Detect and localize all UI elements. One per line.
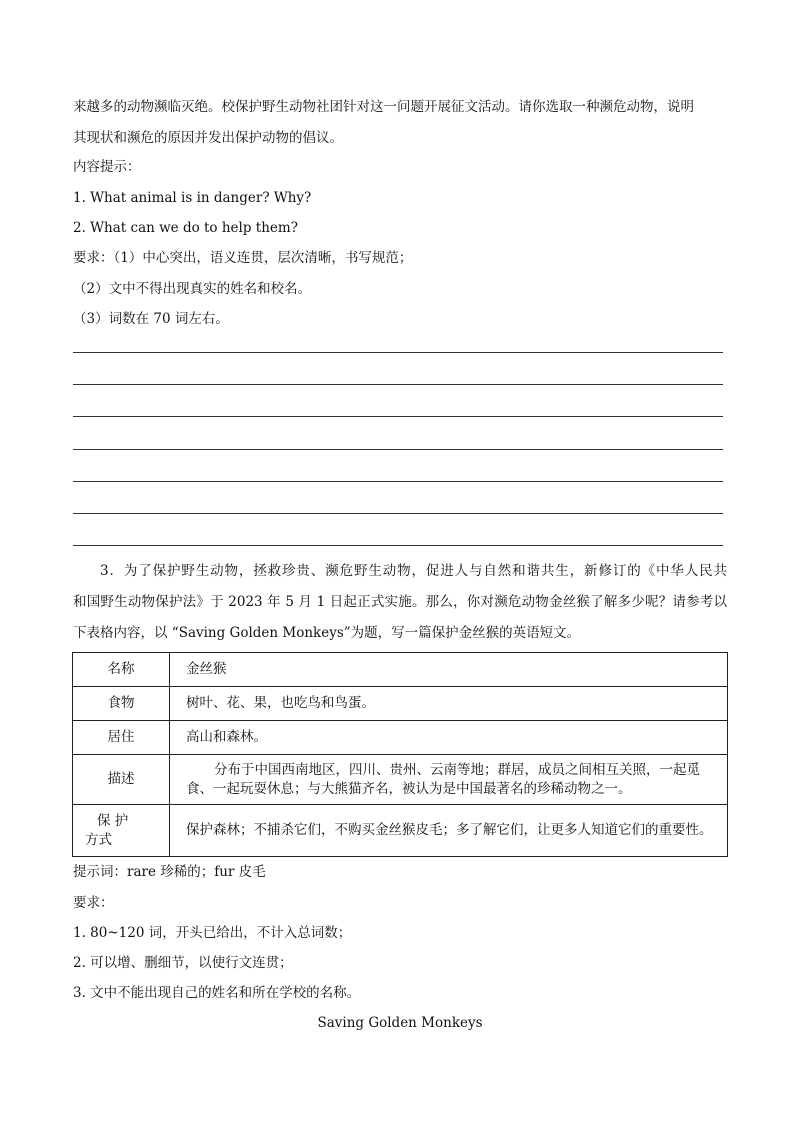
intro-line-2: 其现状和濒危的原因并发出保护动物的倡议。 — [73, 130, 343, 146]
hint-question-2: 2. What can we do to help them? — [73, 220, 298, 236]
question-3-line-1: 3．为了保护野生动物，拯救珍贵、濒危野生动物，促进人与自然和谐共生，新修订的《中华人民共 — [100, 563, 727, 579]
essay-title: Saving Golden Monkeys — [317, 1015, 483, 1031]
requirement-item-1: 1. 80~120 词，开头已给出，不计入总词数； — [73, 925, 352, 941]
requirement-3: （3）词数在 70 词左右。 — [73, 311, 229, 327]
table-label-cell: 描述 — [73, 755, 170, 805]
table-label-line-1: 保 护 — [97, 812, 129, 829]
table-row — [73, 687, 728, 721]
vocab-hint: 提示词：rare 珍稀的；fur 皮毛 — [73, 864, 266, 880]
table-label-cell: 居住 — [73, 721, 170, 755]
table-label-cell — [73, 805, 170, 857]
golden-monkey-info-table — [72, 652, 728, 857]
question-3-line-2: 和国野生动物保护法》于 2023 年 5 月 1 日起正式实施。那么，你对濒危动物金丝猴了解多少呢？请参考以 — [73, 594, 727, 610]
hint-question-1: 1. What animal is in danger? Why? — [73, 190, 312, 206]
table-row — [73, 755, 728, 805]
table-row — [73, 653, 728, 687]
table-value-cell: 高山和森林。 — [170, 721, 728, 755]
answer-line — [73, 481, 723, 482]
answer-line — [73, 352, 723, 353]
table-value-text: 保护森林；不捕杀它们，不购买金丝猴皮毛；多了解它们，让更多人知道它们的重要性。 — [186, 822, 713, 838]
answer-line — [73, 545, 723, 546]
requirements-label: 要求： — [73, 895, 114, 911]
table-value-cell: 金丝猴 — [170, 653, 728, 687]
table-row — [73, 721, 728, 755]
table-label-line-2: 方式 — [85, 831, 112, 848]
hint-label: 内容提示： — [73, 159, 141, 175]
question-3-line-3: 下表格内容，以 “Saving Golden Monkeys”为题，写一篇保护金丝猴的英语短文。 — [73, 625, 581, 641]
requirement-item-3: 3. 文中不能出现自己的姓名和所在学校的名称。 — [73, 985, 361, 1001]
table-row — [73, 805, 728, 857]
answer-line — [73, 513, 723, 514]
requirement-item-2: 2. 可以增、删细节，以使行文连贯； — [73, 955, 293, 971]
answer-line — [73, 384, 723, 385]
requirement-1: 要求：（1）中心突出，语义连贯，层次清晰，书写规范； — [73, 250, 413, 266]
table-value-cell: 树叶、花、果，也吃鸟和鸟蛋。 — [170, 687, 728, 721]
table-value-cell — [170, 755, 728, 805]
table-label-cell: 名称 — [73, 653, 170, 687]
table-value-cell — [170, 805, 728, 857]
table-label-cell: 食物 — [73, 687, 170, 721]
answer-line — [73, 449, 723, 450]
requirement-2: （2）文中不得出现真实的姓名和校名。 — [73, 281, 312, 297]
table-value-text: 分布于中国西南地区，四川、贵州、云南等地；群居，成员之间相互关照，一起觅食、一起玩耍休息；与大熊猫齐名，被认为是中国最著名的珍稀动物之一。 — [186, 761, 700, 797]
answer-line — [73, 416, 723, 417]
intro-line-1: 来越多的动物濒临灭绝。校保护野生动物社团针对这一问题开展征文活动。请你选取一种濒危动物，说明 — [73, 99, 694, 115]
